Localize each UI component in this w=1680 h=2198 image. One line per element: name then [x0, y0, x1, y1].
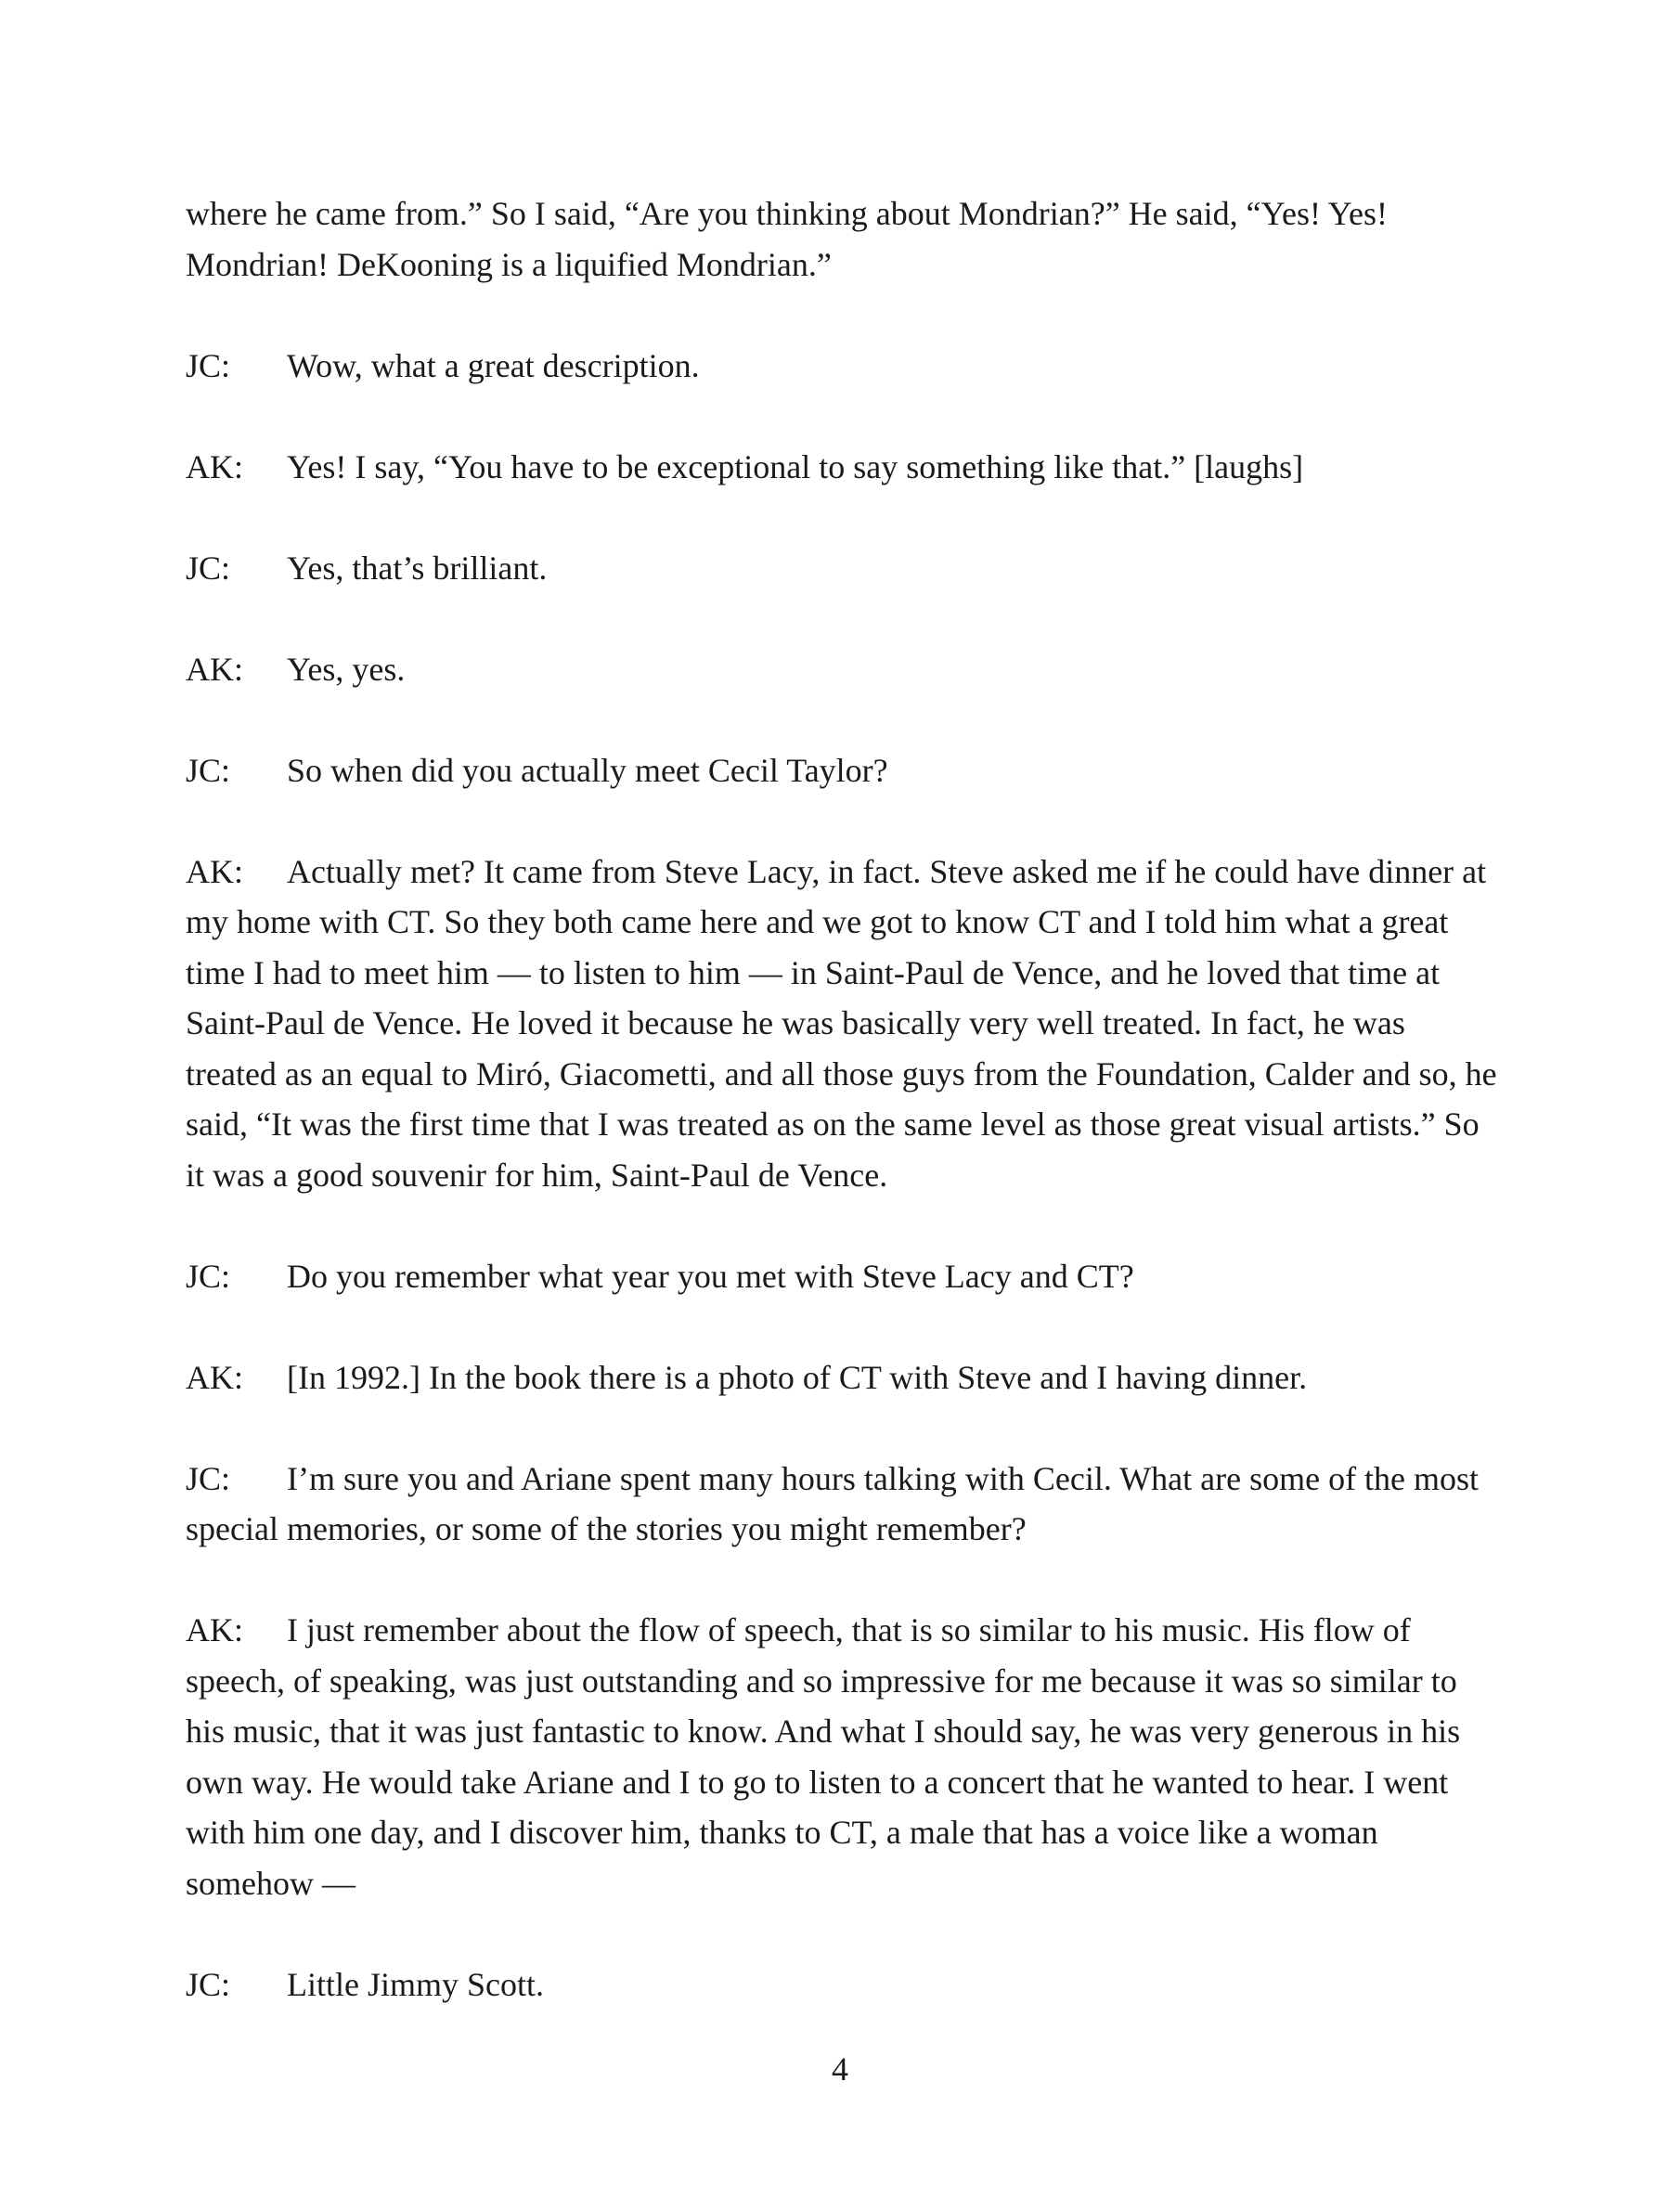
paragraph-text: Yes, yes. — [287, 650, 406, 688]
transcript-paragraph — [186, 1605, 1504, 1908]
paragraph-text: I just remember about the flow of speech, that is so similar to his music. His flow of speech, of speaking, was just outstanding and so impressive for me because it was so similar to his music, that it was just fantastic to know. And what I should say, he was very generous in his own way. He would take Ariane and I to go to listen to a concert that he wanted to hear. I went with him one day, and I discover him, thanks to CT, a male that has a voice like a woman somehow — — [186, 1611, 1461, 1902]
speaker-label: AK: — [186, 1358, 243, 1396]
speaker-label: JC: — [186, 1459, 231, 1497]
transcript-paragraph — [186, 341, 1504, 392]
transcript-paragraph — [186, 1959, 1504, 2011]
paragraph-text: where he came from.” So I said, “Are you thinking about Mondrian?” He said, “Yes! Yes! Mondrian! DeKooning is a liquified Mondrian.” — [186, 195, 1389, 283]
speaker-label: AK: — [186, 650, 243, 688]
paragraph-text: Do you remember what year you met with Steve Lacy and CT? — [287, 1257, 1134, 1295]
paragraph-text: Actually met? It came from Steve Lacy, in fact. Steve asked me if he could have dinner at my home with CT. So they both came here and we got to know CT and I told him what a great time I had to meet him — to listen to him — in Saint-Paul de Vence, and he loved that time at Saint-Paul de Vence. He loved it because he was basically very well treated. In fact, he was treated as an equal to Miró, Giacometti, and all those guys from the Foundation, Calder and so, he said, “It was the first time that I was treated as on the same level as those great visual artists.” So it was a good souvenir for him, Saint-Paul de Vence. — [186, 852, 1497, 1194]
transcript-paragraph-continued — [186, 188, 1504, 290]
page-number: 4 — [832, 2050, 848, 2088]
paragraph-text: [In 1992.] In the book there is a photo of CT with Steve and I having dinner. — [287, 1358, 1308, 1396]
speaker-label: AK: — [186, 447, 243, 485]
speaker-label: JC: — [186, 1965, 231, 2003]
speaker-label: JC: — [186, 751, 231, 789]
transcript-paragraph — [186, 1251, 1504, 1302]
transcript-paragraph — [186, 847, 1504, 1201]
speaker-label: JC: — [186, 346, 231, 384]
paragraph-text: Yes, that’s brilliant. — [287, 549, 548, 587]
transcript-body — [186, 188, 1504, 2010]
transcript-paragraph — [186, 745, 1504, 796]
transcript-paragraph — [186, 442, 1504, 493]
transcript-paragraph — [186, 1352, 1504, 1403]
transcript-paragraph — [186, 543, 1504, 594]
paragraph-text: Wow, what a great description. — [287, 346, 700, 384]
paragraph-text: I’m sure you and Ariane spent many hours talking with Cecil. What are some of the most special memories, or some of the stories you might remember? — [186, 1459, 1480, 1547]
speaker-label: JC: — [186, 1257, 231, 1295]
speaker-label: AK: — [186, 852, 243, 890]
paragraph-text: Little Jimmy Scott. — [287, 1965, 544, 2003]
transcript-paragraph — [186, 1454, 1504, 1555]
paragraph-text: Yes! I say, “You have to be exceptional to say something like that.” [laughs] — [287, 447, 1304, 485]
transcript-paragraph — [186, 644, 1504, 695]
speaker-label: JC: — [186, 549, 231, 587]
speaker-label: AK: — [186, 1611, 243, 1648]
paragraph-text: So when did you actually meet Cecil Taylor? — [287, 751, 888, 789]
